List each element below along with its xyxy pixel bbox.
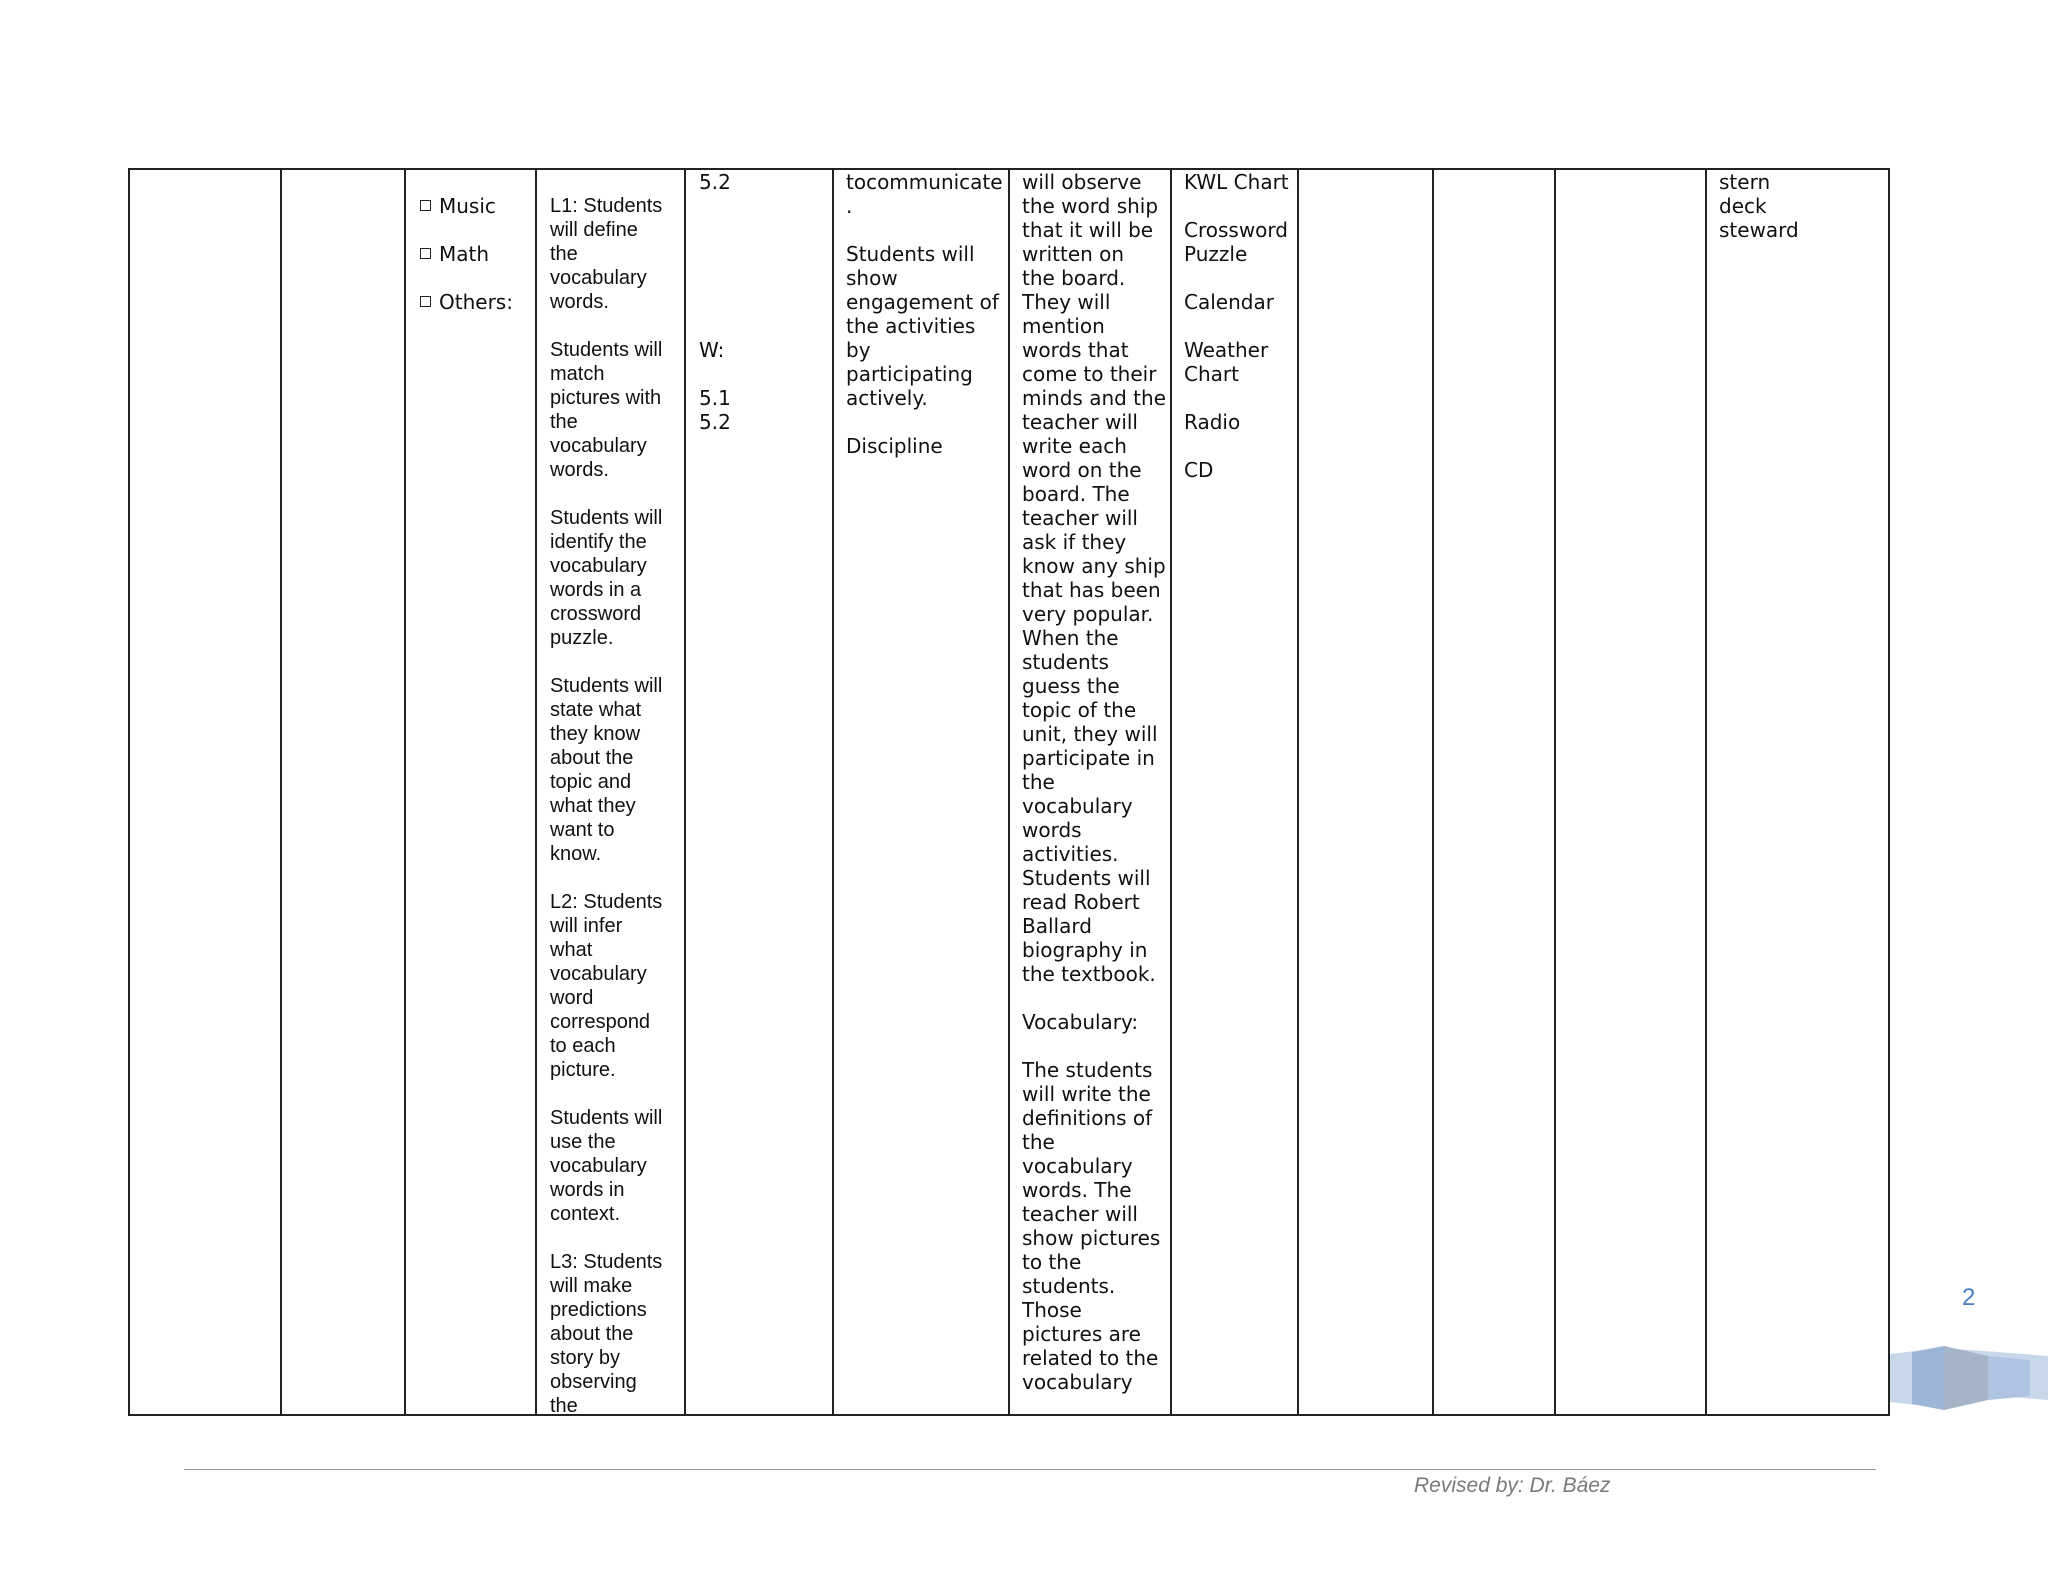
subjects-cell [420,194,530,1438]
text-line: vocabulary [550,435,647,457]
text-line: The students [1022,1058,1153,1082]
text-line [1022,986,1168,1010]
text-line: unit, they will [1022,722,1158,746]
text-line: Calendar [1184,290,1274,314]
empty-cell [1434,170,1554,1414]
text-line: topic of the [1022,698,1137,722]
text-line: 5.2 [699,410,731,434]
text-line: will observe [1022,170,1142,194]
text-line: 5.2 [699,170,731,194]
text-line: . [846,194,853,218]
text-line: Those [1022,1298,1082,1322]
text-line: participating [846,362,973,386]
text-line: words. The [1022,1178,1132,1202]
text-line: 5.1 [699,386,731,410]
text-line [699,218,829,242]
text-line: actively. [846,386,928,410]
checkbox-icon [420,248,431,259]
text-line: word on the [1022,458,1142,482]
text-line [550,1082,680,1106]
text-line: board. The [1022,482,1130,506]
text-line: by [846,338,871,362]
values-cell [846,170,1006,1414]
text-line: the board. [1022,266,1126,290]
text-line [699,266,829,290]
footer-divider [184,1469,1876,1470]
page-number: 2 [1962,1284,1976,1311]
text-line: Students will [550,507,663,529]
text-line: Vocabulary: [1022,1010,1139,1034]
column-divider [404,170,406,1414]
text-line [1184,314,1294,338]
text-line [846,218,1006,242]
text-line: crossword [550,603,642,625]
standards-cell [699,170,829,1414]
text-line: will write the [1022,1082,1151,1106]
text-line: observing [550,1371,637,1393]
column-divider [1170,170,1172,1414]
text-line: students [1022,650,1109,674]
checkbox-label: Others: [439,290,513,314]
empty-cell [282,170,404,1414]
text-line: ask if they [1022,530,1127,554]
text-line: the [1022,770,1055,794]
text-line: want to [550,819,615,841]
text-line: pictures with [550,387,662,409]
text-line: Students will [550,1107,663,1129]
text-line: L2: Students [550,891,663,913]
text-line: match [550,363,605,385]
text-line: tocommunicate [846,170,1003,194]
text-line [699,314,829,338]
text-line: vocabulary [550,1155,647,1177]
text-line: L1: Students [550,195,663,217]
text-line: will infer [550,915,623,937]
text-line: the activities [846,314,976,338]
text-line: use the [550,1131,616,1153]
text-line: When the [1022,626,1119,650]
text-line: guess the [1022,674,1120,698]
text-line: Students will [1022,866,1151,890]
text-line: engagement of [846,290,999,314]
text-line: will define [550,219,638,241]
text-line: CD [1184,458,1214,482]
text-line [1184,194,1294,218]
text-line: minds and the [1022,386,1166,410]
activities-cell [1022,170,1168,1414]
text-line: that it will be [1022,218,1154,242]
text-line: words that [1022,338,1129,362]
text-line [550,650,680,674]
text-line: teacher will [1022,410,1138,434]
text-line: Students will [550,675,663,697]
text-line: Students will [846,242,975,266]
text-line: teacher will [1022,1202,1138,1226]
text-line: vocabulary [550,267,647,289]
text-line: read Robert [1022,890,1140,914]
empty-cell [1299,170,1432,1414]
text-line: KWL Chart [1184,170,1289,194]
text-line: Students will [550,339,663,361]
text-line: topic and [550,771,632,793]
text-line: write each [1022,434,1127,458]
text-line: Crossword [1184,218,1288,242]
text-line [1184,386,1294,410]
text-line: picture. [550,1059,616,1081]
text-line: the word ship [1022,194,1159,218]
text-line: the [1022,1130,1055,1154]
text-line [550,482,680,506]
text-line [550,314,680,338]
text-line: Discipline [846,434,943,458]
text-line [1022,1034,1168,1058]
empty-cell [130,170,280,1414]
text-line: mention [1022,314,1105,338]
text-line: vocabulary [1022,794,1133,818]
text-line: show pictures [1022,1226,1161,1250]
text-line: words [1022,818,1082,842]
text-line: They will [1022,290,1111,314]
text-line: Weather [1184,338,1269,362]
text-line: teacher will [1022,506,1138,530]
footer-revised-by: Revised by: Dr. Báez [1414,1474,1611,1497]
checkbox-math[interactable] [420,242,530,266]
text-line [1184,434,1294,458]
text-line: Ballard [1022,914,1092,938]
text-line: vocabulary [550,555,647,577]
text-line [699,194,829,218]
checkbox-music[interactable] [420,194,530,218]
empty-cell [1556,170,1705,1414]
text-line: to the [1022,1250,1082,1274]
text-line: know any ship [1022,554,1166,578]
text-line: know. [550,843,602,865]
checkbox-label: Math [439,242,490,266]
text-line: very popular. [1022,602,1154,626]
text-line: the [550,243,578,265]
text-line [699,290,829,314]
checkbox-others[interactable] [420,290,530,314]
text-line: the [550,1395,578,1414]
text-line: written on [1022,242,1125,266]
text-line: stern [1719,170,1771,194]
text-line: to each [550,1035,616,1057]
lesson-plan-table [128,168,1890,1416]
text-line: state what [550,699,642,721]
column-divider [832,170,834,1414]
objectives-cell [550,170,680,1414]
checkbox-icon [420,296,431,307]
text-line: identify the [550,531,647,553]
text-line: vocabulary [1022,1154,1133,1178]
text-line: definitions of [1022,1106,1153,1130]
text-line: what [550,939,593,961]
text-line: Radio [1184,410,1241,434]
text-line: they know [550,723,641,745]
text-line [699,362,829,386]
text-line: the [550,411,578,433]
text-line: L3: Students [550,1251,663,1273]
text-line: W: [699,338,725,362]
text-line: vocabulary [550,963,647,985]
text-line: vocabulary [1022,1370,1133,1394]
checkbox-icon [420,200,431,211]
text-line [699,242,829,266]
column-divider [1705,170,1707,1414]
text-line: about the [550,1323,634,1345]
text-line: words. [550,459,609,481]
text-line: correspond [550,1011,651,1033]
text-line: steward [1719,218,1799,242]
text-line: pictures are [1022,1322,1141,1346]
materials-cell [1184,170,1294,1414]
text-line: what they [550,795,636,817]
text-line: that has been [1022,578,1161,602]
vocabulary-cell [1719,170,1879,1414]
text-line: participate in [1022,746,1155,770]
text-line: words in [550,1179,625,1201]
text-line: will make [550,1275,633,1297]
column-divider [1008,170,1010,1414]
text-line: activities. [1022,842,1119,866]
text-line: deck [1719,194,1767,218]
text-line: word [550,987,594,1009]
text-line [846,410,1006,434]
text-line: Puzzle [1184,242,1248,266]
text-line: story by [550,1347,621,1369]
text-line: predictions [550,1299,647,1321]
text-line: students. [1022,1274,1116,1298]
text-line: about the [550,747,634,769]
column-divider [535,170,537,1414]
text-line [550,1226,680,1250]
column-divider [684,170,686,1414]
text-line: the textbook. [1022,962,1156,986]
text-line: come to their [1022,362,1157,386]
checkbox-label: Music [439,194,496,218]
text-line: words. [550,291,609,313]
text-line: Chart [1184,362,1239,386]
text-line [550,170,680,194]
text-line: show [846,266,898,290]
text-line [1184,266,1294,290]
text-line: words in a [550,579,642,601]
page-ribbon-decoration [1890,1346,2048,1410]
text-line [550,866,680,890]
text-line: related to the [1022,1346,1159,1370]
text-line: biography in [1022,938,1148,962]
text-line: context. [550,1203,621,1225]
text-line: puzzle. [550,627,614,649]
